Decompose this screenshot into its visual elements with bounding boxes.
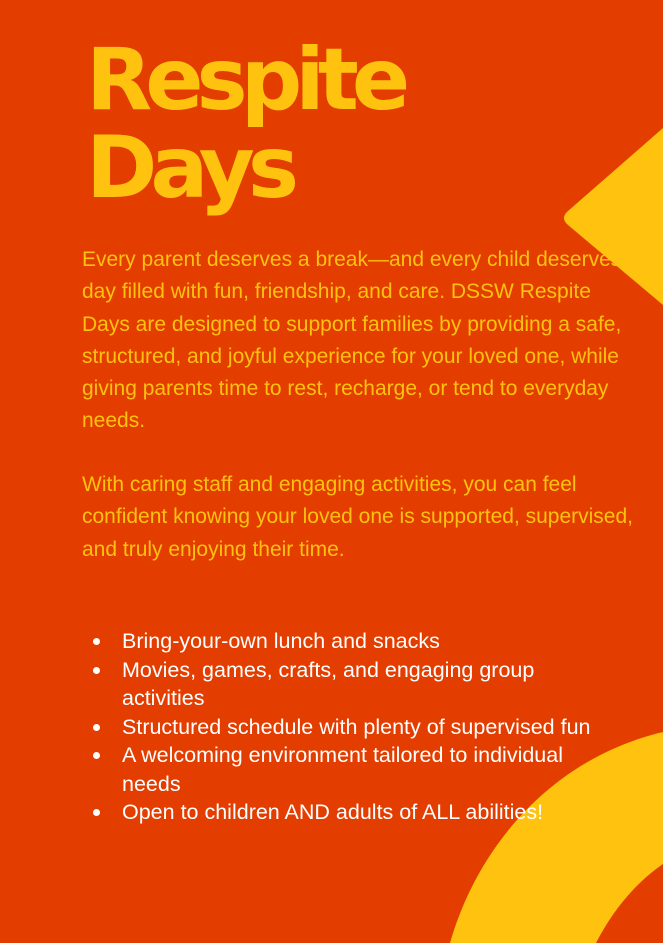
features-list	[122, 627, 592, 827]
staff-paragraph: With caring staff and engaging activities, you can feel confident knowing your loved one is supported, supervised, and truly enjoying their time.	[82, 473, 634, 561]
list-item: Movies, games, crafts, and engaging group activities	[122, 656, 592, 713]
list-item: Open to children AND adults of ALL abilities!	[122, 798, 592, 827]
list-item: Bring-your-own lunch and snacks	[122, 627, 592, 656]
page-title	[86, 30, 404, 218]
intro-paragraph: Every parent deserves a break—and every child deserves a day filled with fun, friendship, and care. DSSW Respite Days are designed to support families by providing a safe, structured, and joyful experience for your loved one, while giving parents time to rest, recharge, or tend to everyday needs.	[82, 248, 639, 433]
list-item: A welcoming environment tailored to individual needs	[122, 741, 592, 798]
title-line-2: Days	[86, 118, 293, 218]
title-line-1: Respite	[86, 30, 404, 130]
list-item: Structured schedule with plenty of supervised fun	[122, 713, 592, 742]
